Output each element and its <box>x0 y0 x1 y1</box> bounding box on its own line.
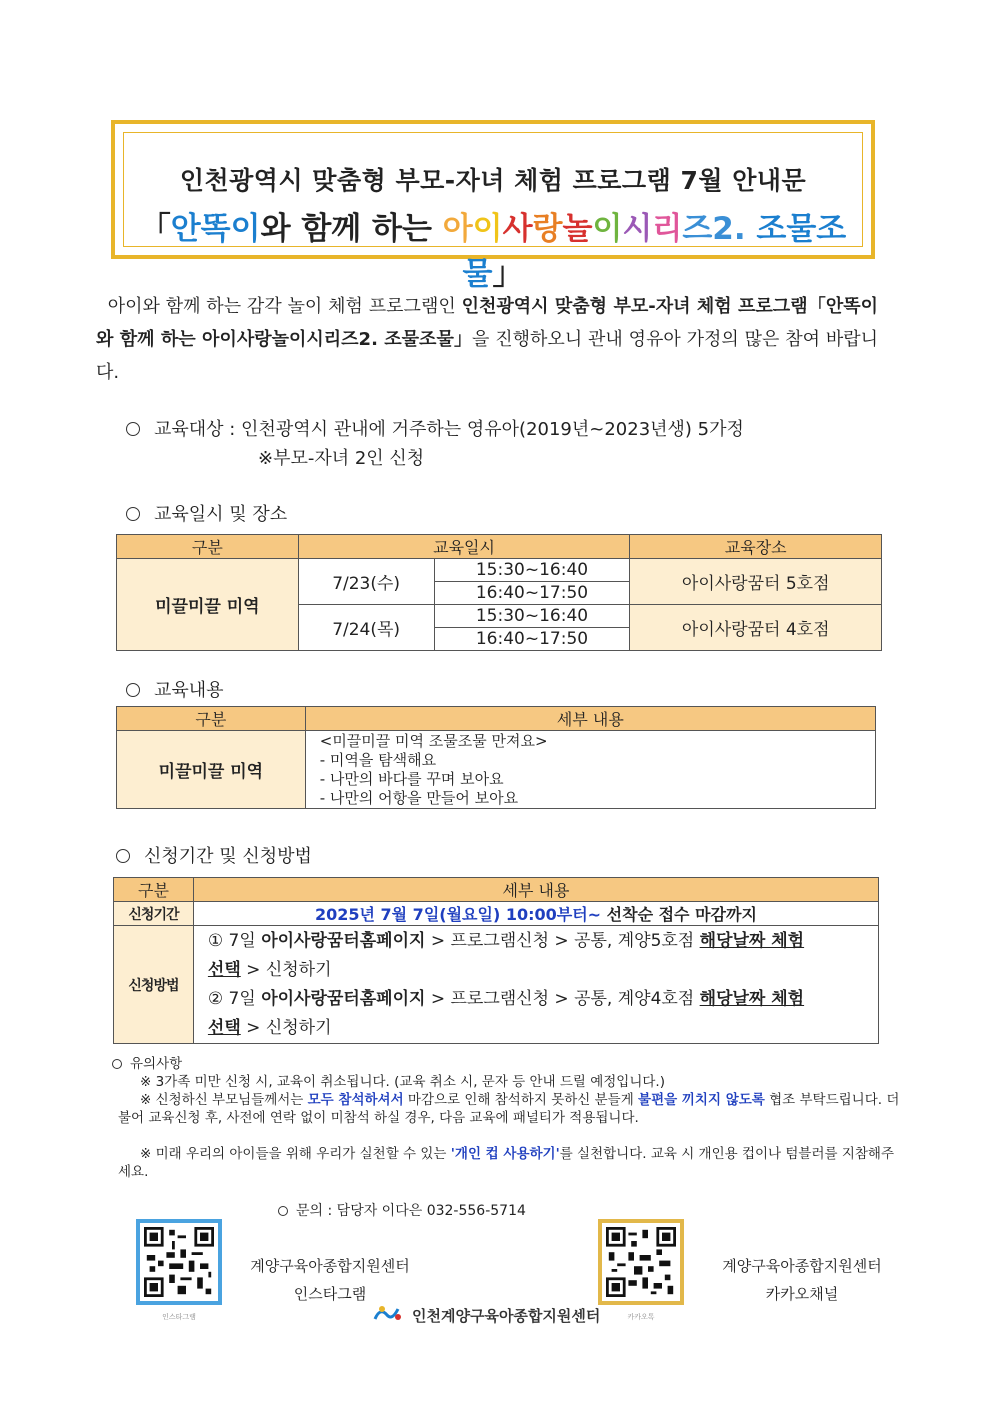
note-text: 를 실천합니다. 교육 시 개인용 컵이나 텀블러를 지참해주세요. <box>118 1146 894 1180</box>
note-1: ※ 3가족 미만 신청 시, 교육이 취소됩니다. (교육 취소 시, 문자 등 안내 드릴 예정입니다.) <box>140 1074 665 1090</box>
apply-period-rest: 선착순 접수 마감까지 <box>601 905 757 924</box>
apply-method-1 <box>208 927 848 985</box>
content-table <box>116 706 876 809</box>
rainbow-char: 즈 <box>682 211 713 247</box>
note-emphasis: 모두 참석하셔서 <box>307 1092 404 1108</box>
apply-heading-text: 신청기간 및 신청방법 <box>144 846 312 867</box>
center-logo <box>372 1303 600 1329</box>
note-emphasis: '개인 컵 사용하기' <box>450 1146 560 1162</box>
method-select: 선택 <box>207 959 241 980</box>
method-site: 아이사랑꿈터홈페이지 <box>261 930 426 951</box>
col-header: 교육장소 <box>630 535 882 559</box>
content-category: 미끌미끌 미역 <box>117 731 306 809</box>
instagram-qr-caption: 인스타그램 <box>162 1313 196 1321</box>
logo-icon <box>372 1303 406 1329</box>
schedule-table <box>116 534 882 651</box>
circle-bullet-icon <box>126 683 140 697</box>
instagram-center-name: 계양구육아종합지원센터 <box>250 1257 410 1275</box>
instagram-qr-code[interactable] <box>136 1219 222 1305</box>
rainbow-char: 아 <box>442 211 473 247</box>
notes-heading <box>112 1055 182 1073</box>
qr-code-icon <box>606 1227 676 1297</box>
schedule-time: 15:30~16:40 <box>434 559 630 582</box>
apply-heading <box>116 842 312 868</box>
title-bracket-open: 「 <box>139 211 171 247</box>
apply-period-label: 신청기간 <box>114 902 194 926</box>
rainbow-char: 리 <box>652 211 683 247</box>
rainbow-char: 놀 <box>562 211 593 247</box>
col-header: 구분 <box>117 535 299 559</box>
apply-method <box>193 926 878 1044</box>
note-text: ※ 신청하신 부모님들께서는 <box>140 1092 308 1108</box>
target-line <box>126 415 744 441</box>
content-item: - 미역을 탐색해요 <box>319 750 437 769</box>
col-header: 세부 내용 <box>305 707 875 731</box>
method-text: ① 7일 <box>207 930 262 951</box>
content-heading-text: 교육내용 <box>154 680 224 701</box>
content-heading <box>126 676 224 702</box>
rainbow-char: 2. <box>712 211 746 247</box>
schedule-category: 미끌미끌 미역 <box>117 559 299 651</box>
circle-bullet-icon <box>116 849 130 863</box>
note-emphasis: 불편을 끼치지 않도록 <box>638 1092 765 1108</box>
title-series-name: 조물조물 <box>462 211 847 292</box>
title-mascot: 안똑이 <box>170 211 261 247</box>
title-line1: 인천광역시 맞춤형 부모-자녀 체험 프로그램 7월 안내문 <box>179 166 807 195</box>
content-detail <box>305 731 875 809</box>
logo-text: 인천계양구육아종합지원센터 <box>412 1307 601 1325</box>
kakao-qr-caption: 카카오톡 <box>627 1313 655 1321</box>
title-box <box>111 120 875 292</box>
method-site: 아이사랑꿈터홈페이지 <box>261 988 426 1009</box>
method-text: > 신청하기 <box>240 1017 332 1038</box>
apply-method-2 <box>208 985 848 1043</box>
note-3 <box>118 1145 900 1181</box>
apply-period-date: 2025년 7월 7일(월요일) 10:00부터~ <box>314 905 602 924</box>
kakao-qr-code[interactable] <box>598 1219 684 1305</box>
schedule-time: 16:40~17:50 <box>434 628 630 651</box>
kakao-label <box>716 1252 888 1308</box>
notes-heading-text: 유의사항 <box>130 1056 183 1072</box>
method-text: ② 7일 <box>207 988 262 1009</box>
title-bracket-close: 」 <box>492 256 524 292</box>
col-header: 세부 내용 <box>193 878 878 902</box>
apply-period <box>193 902 878 926</box>
schedule-heading-text: 교육일시 및 장소 <box>154 504 288 525</box>
note-text: ※ 미래 우리의 아이들을 위해 우리가 실천할 수 있는 <box>140 1146 451 1162</box>
col-header: 구분 <box>114 878 194 902</box>
content-item: - 나만의 어항을 만들어 보아요 <box>319 788 519 807</box>
schedule-date: 7/23(수) <box>298 559 434 605</box>
rainbow-char: 이 <box>592 211 623 247</box>
note-2 <box>118 1091 900 1127</box>
schedule-place: 아이사랑꿈터 5호점 <box>630 559 882 605</box>
intro-text: 아이와 함께 하는 감각 놀이 체험 프로그램인 <box>107 296 462 317</box>
content-item: - 나만의 바다를 꾸며 보아요 <box>319 769 504 788</box>
method-text: > 프로그램신청 > 공통, 계양5호점 <box>425 930 700 951</box>
method-select: 선택 <box>207 1017 241 1038</box>
target-note: ※부모-자녀 2인 신청 <box>258 448 425 469</box>
schedule-date: 7/24(목) <box>298 605 434 651</box>
circle-bullet-icon <box>126 422 140 436</box>
apply-method-label: 신청방법 <box>114 926 194 1044</box>
contact-text: 문의 : 담당자 이다은 032-556-5714 <box>296 1203 526 1219</box>
title-inner-border <box>123 132 863 292</box>
method-text: > 프로그램신청 > 공통, 계양4호점 <box>425 988 700 1009</box>
circle-bullet-icon <box>126 507 140 521</box>
method-text: > 신청하기 <box>240 959 332 980</box>
kakao-channel: 카카오채널 <box>765 1285 839 1303</box>
rainbow-char: 사 <box>502 211 533 247</box>
method-select: 해당날짜 체험 <box>699 988 805 1009</box>
apply-table <box>113 877 879 1044</box>
contact-line <box>278 1202 526 1220</box>
note-text: 마감으로 인해 참석하지 못하신 분들게 <box>403 1092 639 1108</box>
kakao-center-name: 계양구육아종합지원센터 <box>722 1257 882 1275</box>
col-header: 구분 <box>117 707 306 731</box>
rainbow-char: 이 <box>472 211 503 247</box>
col-header: 교육일시 <box>298 535 630 559</box>
note-text: 협조 부탁드립니다. 더불어 교육신청 후, 사전에 연락 없이 미참석 하실 경우, 다음 교육에 패널티가 적용됩니다. <box>118 1092 900 1126</box>
intro-text-end: 을 진행하오니 관내 영유아 가정의 많은 참여 바랍니다. <box>96 329 878 383</box>
intro-program-name: 인천광역시 맞춤형 부모-자녀 체험 프로그램「안똑이와 함께 하는 아이사랑놀이시리즈2. 조물조물」 <box>96 296 878 350</box>
instagram-channel: 인스타그램 <box>293 1285 367 1303</box>
circle-bullet-icon <box>112 1059 122 1069</box>
schedule-place: 아이사랑꿈터 4호점 <box>630 605 882 651</box>
rainbow-char: 시 <box>622 211 653 247</box>
target-label: 교육대상 : 인천광역시 관내에 거주하는 영유아(2019년~2023년생) 5가정 <box>154 419 744 440</box>
schedule-time: 15:30~16:40 <box>434 605 630 628</box>
title-line2 <box>124 203 862 293</box>
intro-paragraph <box>96 290 878 389</box>
content-title: <미끌미끌 미역 조물조물 만져요> <box>319 731 548 750</box>
qr-code-icon <box>144 1227 214 1297</box>
schedule-heading <box>126 500 287 526</box>
instagram-label <box>244 1252 416 1308</box>
title-with: 와 함께 하는 <box>260 211 443 247</box>
rainbow-char: 랑 <box>532 211 563 247</box>
circle-bullet-icon <box>278 1206 288 1216</box>
schedule-time: 16:40~17:50 <box>434 582 630 605</box>
method-select: 해당날짜 체험 <box>699 930 805 951</box>
